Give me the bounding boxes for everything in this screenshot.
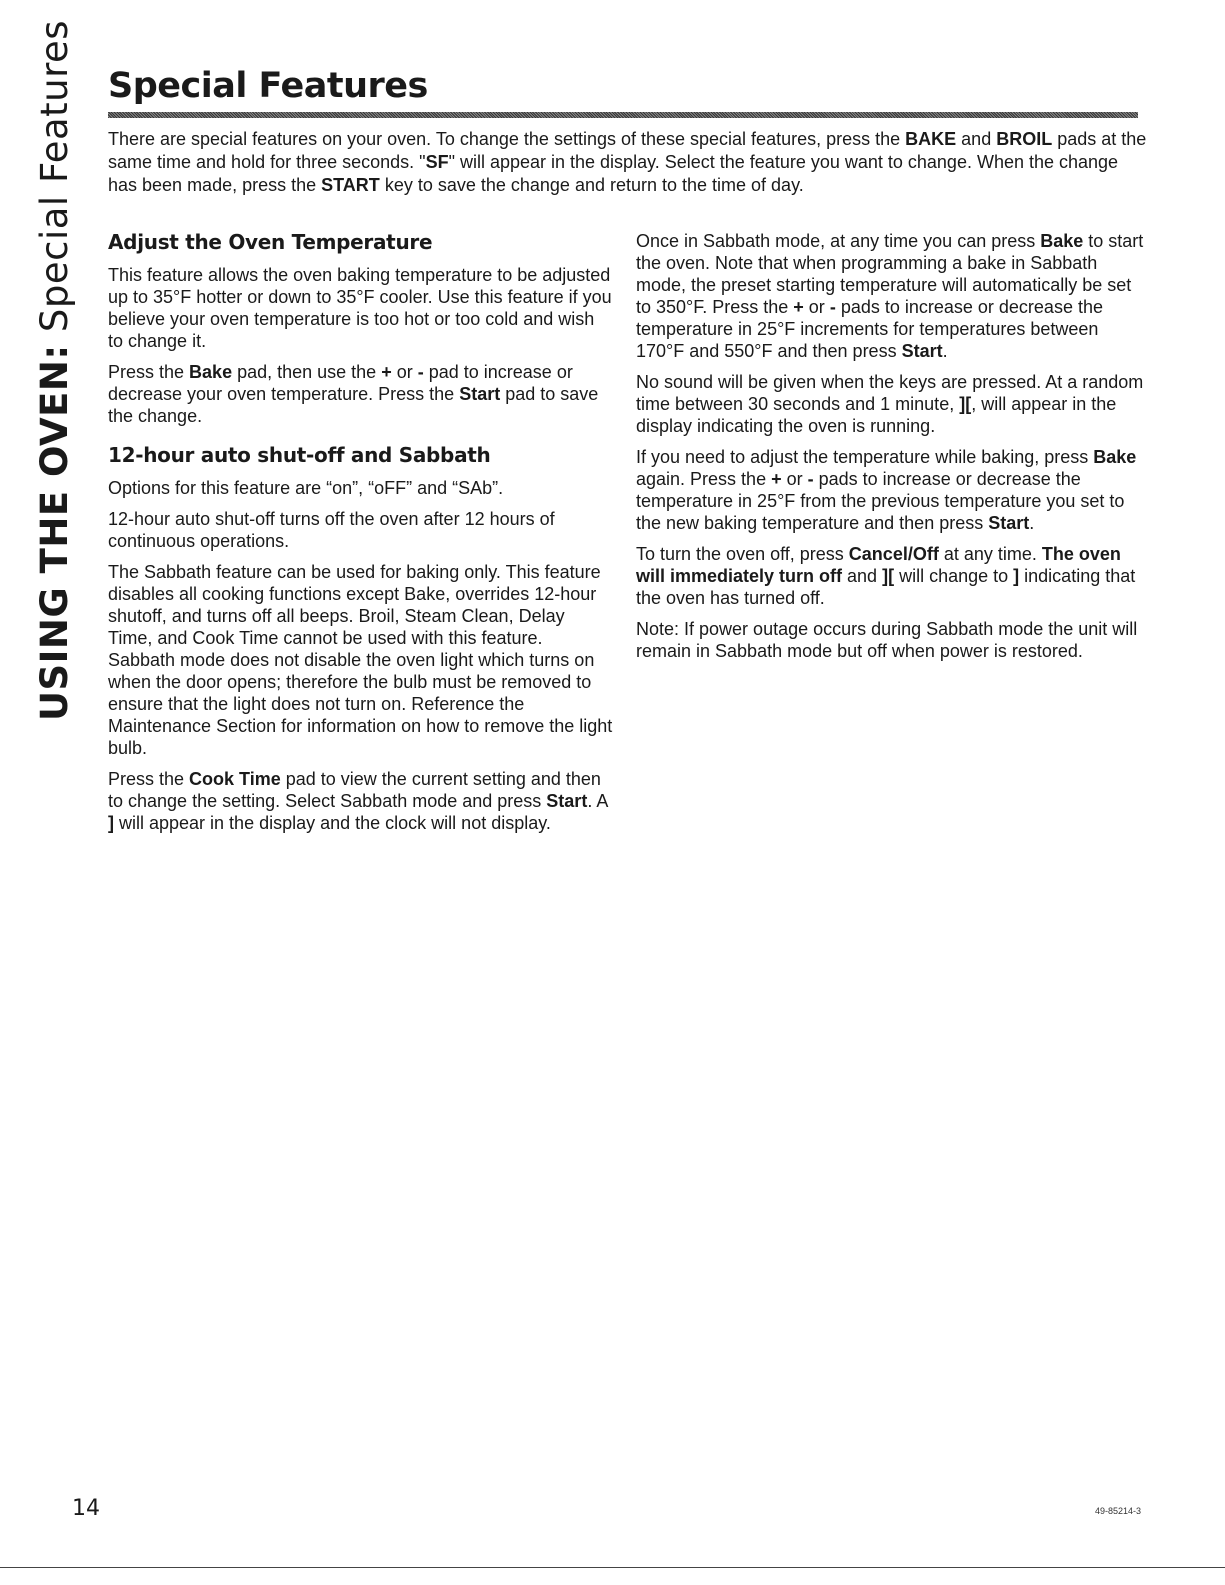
heading-auto-shutoff-sabbath: 12-hour auto shut-off and Sabbath [108, 443, 491, 467]
paragraph: The Sabbath feature can be used for baking only. This feature disables all cooking functions except Bake, overrides 12-hour shutoff, and turns off all beeps. Broil, Steam Clean, Delay Time, and Cook Time cannot be used with this feature. Sabbath mode does not disable the oven light which turns on when the door opens; therefore the bulb must be removed to ensure that the light does not turn on. Reference the Maintenance Section for information on how to remove the light bulb. [108, 562, 613, 758]
paragraph: No sound will be given when the keys are pressed. At a random time between 30 seconds and 1 minute, ][, will appear in the display indicating the oven is running. [636, 372, 1144, 436]
page-title: Special Features [108, 66, 428, 106]
right-column [636, 230, 1148, 671]
page-number: 14 [72, 1496, 100, 1521]
title-divider [108, 112, 1138, 118]
paragraph: Press the Bake pad, then use the + or - pad to increase or decrease your oven temperature. Press the Start pad to save the change. [108, 362, 599, 426]
document-number: 49-85214-3 [1095, 1506, 1142, 1516]
side-section-tab [32, 19, 78, 721]
left-column [108, 230, 613, 843]
paragraph: Once in Sabbath mode, at any time you can press Bake to start the oven. Note that when programming a bake in Sabbath mode, the preset starting temperature will automatically be set to 350°F. Press the + or - pads to increase or decrease the temperature in 25°F increments for temperatures between 170°F and 550°F and then press Start. [636, 231, 1144, 361]
paragraph: Note: If power outage occurs during Sabbath mode the unit will remain in Sabbath mode but off when power is restored. [636, 619, 1138, 661]
paragraph: 12-hour auto shut-off turns off the oven after 12 hours of continuous operations. [108, 509, 555, 551]
paragraph: Options for this feature are “on”, “oFF” and “SAb”. [108, 478, 504, 498]
side-tab-light: Special Features [33, 19, 77, 344]
paragraph: Press the Cook Time pad to view the current setting and then to change the setting. Select Sabbath mode and press Start. A ] will appear in the display and the clock will not display. [108, 769, 608, 833]
intro-paragraph: There are special features on your oven. To change the settings of these special features, press the BAKE and BROIL pads at the same time and hold for three seconds. "SF" will appear in the display. Select the feature you want to change. When the change has been made, press the START key to save the change and return to the time of day. [108, 129, 1147, 195]
bottom-divider [0, 1567, 1225, 1568]
paragraph: If you need to adjust the temperature while baking, press Bake again. Press the + or - pads to increase or decrease the temperature in 25°F from the previous temperature you set to the new baking temperature and then press Start. [636, 447, 1137, 533]
paragraph: This feature allows the oven baking temperature to be adjusted up to 35°F hotter or down to 35°F cooler. Use this feature if you believe your oven temperature is too hot or too cold and wish to change it. [108, 265, 612, 351]
paragraph: To turn the oven off, press Cancel/Off at any time. The oven will immediately turn off and ][ will change to ] indicating that the oven has turned off. [636, 544, 1136, 608]
side-section-label [34, 19, 77, 720]
heading-adjust-oven-temperature: Adjust the Oven Temperature [108, 230, 433, 254]
side-tab-strong: USING THE OVEN: [33, 343, 77, 721]
